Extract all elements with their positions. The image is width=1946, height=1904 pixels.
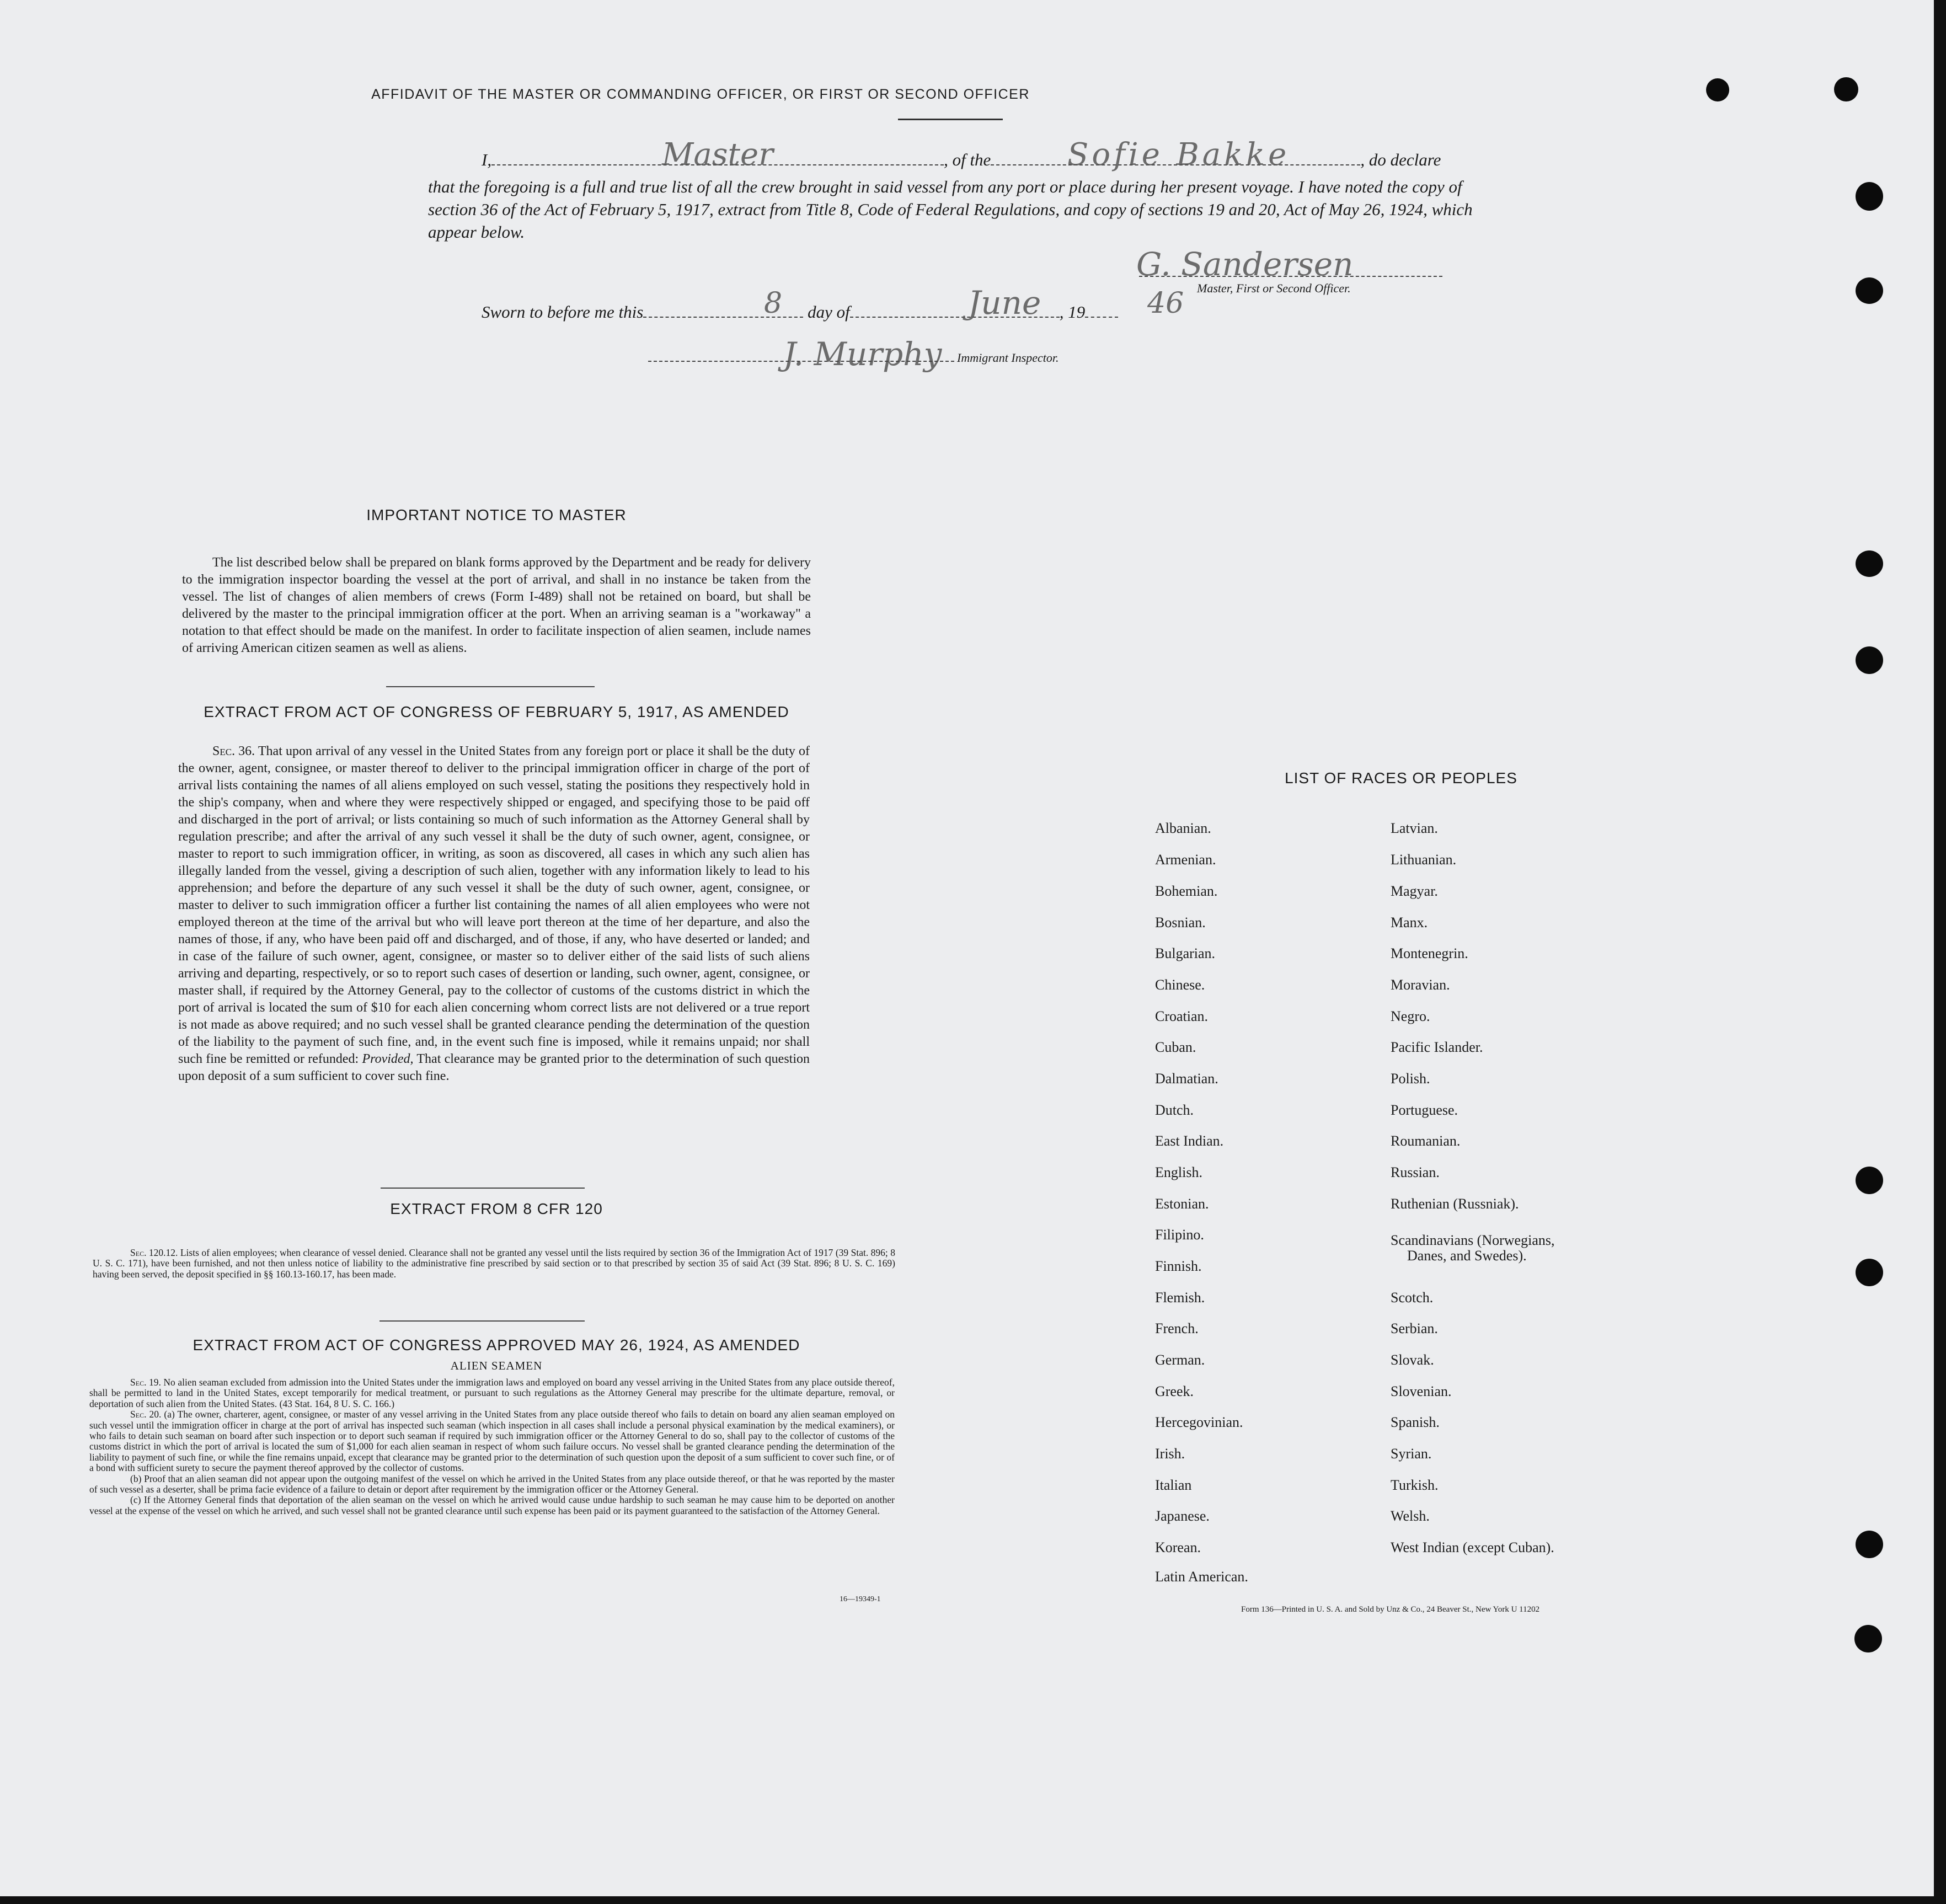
race-item: Lithuanian. (1391, 852, 1457, 868)
race-item: Dalmatian. (1155, 1071, 1218, 1087)
sworn-prefix: Sworn to before me this (482, 302, 644, 322)
race-item: Italian (1155, 1477, 1192, 1493)
divider (381, 1188, 585, 1189)
divider (379, 1320, 585, 1322)
sec-120-label: Sec. 120.12. (130, 1247, 178, 1258)
race-item: Russian. (1391, 1164, 1440, 1180)
sec-20-label: Sec. 20. (130, 1409, 162, 1420)
race-item: West Indian (except Cuban). (1391, 1539, 1554, 1555)
race-item: German. (1155, 1352, 1205, 1368)
form-footer: Form 136—Printed in U. S. A. and Sold by Unz & Co., 24 Beaver St., New York U 11202 (1241, 1605, 1540, 1614)
race-item: Polish. (1391, 1071, 1430, 1087)
declaration-suffix: , do declare (1360, 150, 1441, 169)
race-item: Dutch. (1155, 1102, 1194, 1118)
race-item: Scandinavians (Norwegians, (1391, 1232, 1555, 1248)
inspector-label: Immigrant Inspector. (957, 351, 1059, 365)
race-item: Scotch. (1391, 1290, 1434, 1306)
punch-hole (1706, 78, 1729, 101)
sec-19-text: No alien seaman excluded from admission into the United States under the immigration laws and employed on board any vessel arriving in the United States from any place outside thereof, shall be permitted to land in the United States, except temporarily for medical treatment, or pursuant to such regulations as the Attorney General may prescribe for the ultimate departure, removal, or deportation of such alien from the United States. (43 Stat. 164, 8 U. S. C. 166.) (89, 1377, 895, 1409)
punch-hole (1856, 550, 1883, 577)
sec-19-label: Sec. 19. (130, 1377, 161, 1388)
punch-hole (1856, 646, 1883, 674)
sec-20b-paragraph: (b) Proof that an alien seaman did not appear upon the outgoing manifest of the vessel on which he arrived in the United States from any place outside thereof, or that he was reported by the master of such vessel as a deserter, shall be prima facie evidence of a failure to detain or deport after requirement by the immigration officer or the Attorney General. (89, 1473, 895, 1495)
handwritten-year: 46 (1147, 287, 1184, 320)
punch-hole (1856, 1531, 1883, 1558)
race-item: French. (1155, 1320, 1199, 1336)
race-item: Ruthenian (Russniak). (1391, 1196, 1519, 1212)
race-item: Welsh. (1391, 1508, 1430, 1524)
extract-1917-title: EXTRACT FROM ACT OF CONGRESS OF FEBRUARY 5, 1917, AS AMENDED (204, 703, 789, 720)
affidavit-declaration-line (482, 150, 1441, 170)
race-item: Flemish. (1155, 1290, 1205, 1306)
punch-hole (1834, 77, 1858, 101)
race-item: Roumanian. (1391, 1133, 1461, 1149)
race-item: English. (1155, 1164, 1202, 1180)
sec-36-label: Sec. 36. (212, 744, 255, 758)
sworn-year-prefix: , 19 (1059, 302, 1086, 322)
race-item: Hercegovinian. (1155, 1414, 1243, 1430)
punch-hole (1856, 1167, 1883, 1194)
race-item: Greek. (1155, 1383, 1194, 1399)
inspector-signature-line (648, 361, 954, 362)
sec-20a-paragraph (89, 1409, 895, 1473)
race-item: Korean. (1155, 1539, 1201, 1555)
race-item: Bosnian. (1155, 914, 1206, 930)
proviso-text: That clearance may be granted prior to the determination of such question upon deposit of a sum sufficient to cover such fine. (178, 1052, 810, 1083)
race-item: Moravian. (1391, 977, 1450, 993)
race-item: Portuguese. (1391, 1102, 1458, 1118)
punch-hole (1856, 277, 1883, 304)
sworn-day-label: day of (808, 302, 850, 322)
race-item: Irish. (1155, 1446, 1185, 1462)
handwritten-vessel-name: Sofie Bakke (1067, 137, 1290, 173)
race-item: Chinese. (1155, 977, 1205, 993)
scan-border-bottom (0, 1896, 1946, 1904)
race-item: Spanish. (1391, 1414, 1440, 1430)
race-item: Pacific Islander. (1391, 1039, 1483, 1055)
declaration-mid: , of the (944, 150, 991, 169)
race-item: Latvian. (1391, 820, 1438, 836)
race-item: Turkish. (1391, 1477, 1439, 1493)
sec-20c-paragraph: (c) If the Attorney General finds that deportation of the alien seaman on the vessel on which he arrived would cause undue hardship to such seaman he may cause him to be deported on another vessel at the expense of the vessel on which he arrived, and such vessel shall not be granted clearance until such expense has been paid or its payment guaranteed to the satisfaction of the Attorney General. (89, 1494, 895, 1516)
extract-1917-text (178, 743, 810, 1085)
extract-cfr-title: EXTRACT FROM 8 CFR 120 (390, 1200, 603, 1217)
handwritten-month: June (968, 284, 1041, 322)
handwritten-inspector-signature: J. Murphy (783, 335, 942, 373)
race-item: Slovak. (1391, 1352, 1434, 1368)
race-item: Bohemian. (1155, 883, 1218, 899)
notice-text: The list described below shall be prepared on blank forms approved by the Department and be ready for delivery to the immigration inspector boarding the vessel at the port of arrival, and shall in no instance be taken from the vessel. The list of changes of alien members of crews (Form I-489) shall not be retained on board, but shall be delivered by the master to the principal immigration officer at the port. When an arriving seaman is a "workaway" a notation to that effect should be made on the manifest. In order to facilitate inspection of alien seamen, include names of arriving American citizen seamen as well as aliens. (182, 555, 811, 655)
scan-border-right (1934, 0, 1946, 1904)
race-item: Armenian. (1155, 852, 1216, 868)
punch-hole (1856, 1259, 1883, 1286)
sec-20a-text: (a) The owner, charterer, agent, consignee, or master of any vessel arriving in the United States from any place outside thereof who fails to detain on board any alien seaman employed on such vessel until the immigration officer in charge at the port of arrival has inspected such seaman (which inspection in all cases shall include a personal physical examination by the medical examiners), or who fails to detain such seaman on board after such inspection or to deport such seaman if required by such immigration officer or the Attorney General to do so, shall pay to the collector of customs of the customs district in which the port of arrival is located the sum of $1,000 for each alien seaman in respect of whom such failure occurs. No vessel shall be granted clearance pending the determination of the liability to payment of such fine, or while the fine remains unpaid, except that clearance may be granted prior to the determination of such question upon the deposit of a sum sufficient to cover such fine, or of a bond with sufficient surety to secure the payment thereof approved by the collector of customs. (89, 1409, 895, 1474)
print-code: 16—19349-1 (840, 1595, 881, 1603)
race-item: Syrian. (1391, 1446, 1432, 1462)
race-item: Serbian. (1391, 1320, 1438, 1336)
race-item: Croatian. (1155, 1008, 1209, 1024)
sec-36-text: That upon arrival of any vessel in the United States from any foreign port or place it shall be the duty of the owner, agent, consignee, or master thereof to deliver to the principal immigration officer in charge of the port of arrival lists containing the names of all aliens employed on such vessel, stating the positions they respectively hold in the ship's company, when and where they were respectively shipped or engaged, and specifying those to be paid off and discharged in the port of arrival; or lists containing so much of such information as the Attorney General shall by regulation prescribe; and after the arrival of any such vessel it shall be the duty of such owner, agent, consignee, or master to report to such immigration officer, in writing, as soon as discovered, all cases in which any such alien has illegally landed from the vessel, giving a description of such alien, together with any information likely to lead to his apprehension; and before the departure of any such vessel it shall be the duty of such owner, agent, consignee, or master to deliver to such immigration officer a further list containing the names of all alien employees who were not employed thereon at the time of the arrival but who will leave port thereon at the time of her departure, and also the names of those, if any, who have been paid off and discharged, and of those, if any, who have deserted or landed; and in case of the failure of such owner, agent, consignee, or master so to deliver either of the said lists of such aliens arriving and departing, respectively, or so to report such cases of desertion or landing, such owner, agent, consignee, or master shall, if required by the Attorney General, pay to the collector of customs of the customs district in which the port of arrival is located the sum of $10 for each alien concerning whom correct lists are not delivered or a true report is not made as above required; and no such vessel shall be granted clearance pending the determination of the question of the liability to the payment of such fine, and, in the event such fine is imposed, while it remains unpaid; nor shall such fine be remitted or refunded: (178, 744, 810, 1066)
extract-cfr-text (93, 1248, 895, 1280)
declaration-prefix: I, (482, 150, 492, 169)
proviso-label: Provided, (362, 1052, 414, 1066)
extract-1924-text (89, 1377, 895, 1516)
officer-signature-line (1139, 276, 1442, 277)
extract-1924-title: EXTRACT FROM ACT OF CONGRESS APPROVED MAY 26, 1924, AS AMENDED (193, 1336, 800, 1354)
affidavit-title: AFFIDAVIT OF THE MASTER OR COMMANDING OFFICER, OR FIRST OR SECOND OFFICER (371, 87, 1030, 102)
race-item: Cuban. (1155, 1039, 1196, 1055)
notice-title: IMPORTANT NOTICE TO MASTER (366, 506, 627, 523)
race-item: Estonian. (1155, 1196, 1209, 1212)
punch-hole (1856, 182, 1883, 211)
race-item: Latin American. (1155, 1569, 1248, 1585)
affidavit-body: that the foregoing is a full and true list of all the crew brought in said vessel from any port or place during her present voyage. I have noted the copy of section 36 of the Act of February 5, 1917, extract from Title 8, Code of Federal Regulations, and copy of sections 19 and 20, Act of May 26, 1924, which appear below. (428, 177, 1473, 242)
race-item: Negro. (1391, 1008, 1430, 1024)
handwritten-day: 8 (764, 287, 783, 320)
handwritten-master: Master (662, 137, 773, 173)
race-item: East Indian. (1155, 1133, 1224, 1149)
race-item: Albanian. (1155, 820, 1211, 836)
race-item: Japanese. (1155, 1508, 1210, 1524)
race-item: Slovenian. (1391, 1383, 1452, 1399)
handwritten-officer-signature: G. Sandersen (1136, 245, 1354, 283)
year-blank (1085, 303, 1118, 318)
race-item: Montenegrin. (1391, 945, 1468, 961)
divider (898, 119, 1003, 120)
race-item: Danes, and Swedes). (1407, 1248, 1527, 1264)
race-item: Manx. (1391, 914, 1428, 930)
races-title: LIST OF RACES OR PEOPLES (1285, 769, 1517, 787)
punch-hole (1854, 1625, 1882, 1652)
race-item: Magyar. (1391, 883, 1438, 899)
divider (386, 686, 595, 687)
sec-120-text: Lists of alien employees; when clearance of vessel denied. Clearance shall not be granted any vessel until the lists required by section 36 of the Immigration Act of 1917 (39 Stat. 896; 8 U. S. C. 171), have been furnished, and not then unless notice of liability to the administrative fine prescribed by said section or to that prescribed by section 35 of said Act (39 Stat. 896; 8 U. S. C. 169) having been served, the deposit specified in §§ 160.13-160.17, has been made. (93, 1247, 895, 1280)
sec-19-paragraph (89, 1377, 895, 1409)
race-item: Filipino. (1155, 1227, 1204, 1243)
officer-label: Master, First or Second Officer. (1197, 281, 1351, 295)
alien-seamen-subtitle: ALIEN SEAMEN (450, 1359, 543, 1372)
race-item: Finnish. (1155, 1258, 1202, 1274)
race-item: Bulgarian. (1155, 945, 1216, 961)
